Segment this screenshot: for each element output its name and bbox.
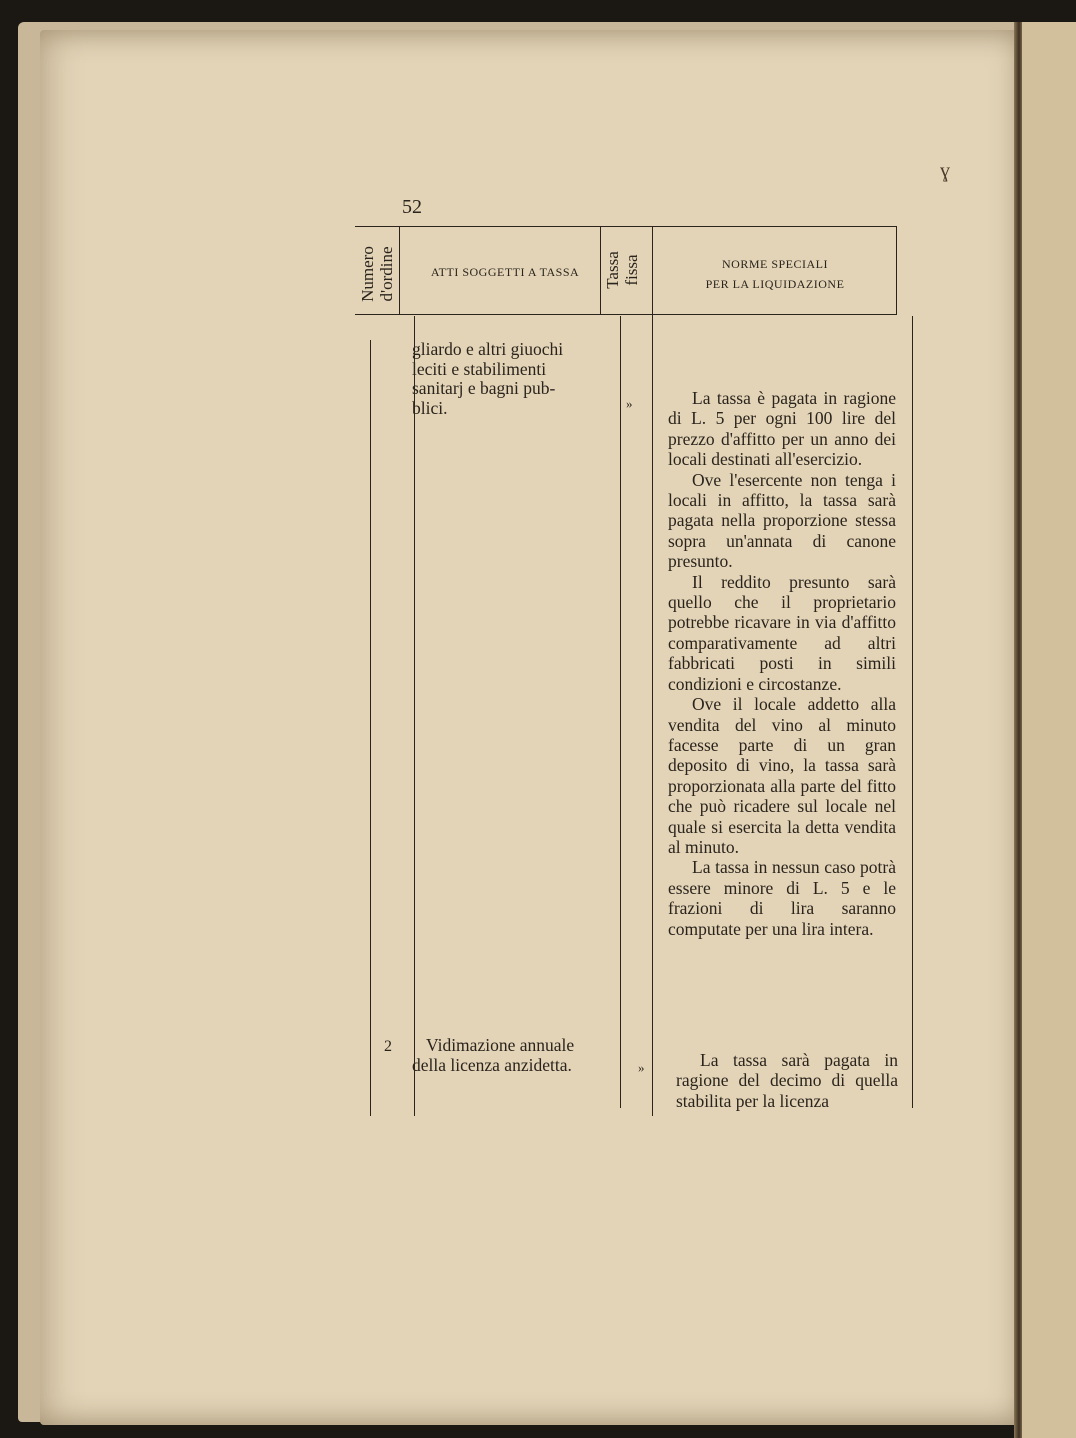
right-border-rule	[896, 226, 897, 314]
rule-paragraph: Il reddito presunto sarà quello che il proprietario potrebbe ricavare in via d'affitto comparativamente ad altri fabbricati posti in simili condizioni e circostanze.	[668, 571, 896, 694]
facing-page	[1022, 22, 1076, 1438]
row-1-rules	[668, 388, 896, 939]
column-rule-3	[652, 226, 653, 1116]
rule-paragraph: Ove l'esercente non tenga i locali in affitto, la tassa sarà pagata nella proporzione stessa sopra un'annata di canone presunto.	[668, 469, 896, 572]
rule-paragraph: Ove il locale addetto alla vendita del vino al minuto facesse parte di un gran deposito di vino, la tassa sarà proporzionata alla parte del fitto che può ricadere sul locale nel quale si esercita la detta vendita al minuto.	[668, 694, 896, 857]
column-rule-2-body	[620, 316, 621, 1108]
rule-paragraph: La tassa è pagata in ragione di L. 5 per ogni 100 lire del prezzo d'affitto per un anno dei locali destinati all'esercizio.	[668, 388, 896, 470]
ink-speck-icon: ɣ	[940, 160, 950, 182]
row-2-rules	[676, 1050, 898, 1111]
header-number: Numero d'ordine	[358, 246, 396, 302]
row-2-act: Vidimazione annuale della licenza anzidetta.	[412, 1035, 575, 1075]
row-2-number: 2	[384, 1038, 392, 1055]
rule-paragraph: La tassa in nessun caso potrà essere minore di L. 5 e le frazioni di lira saranno computate per una lira intera.	[668, 857, 896, 939]
rule-paragraph: La tassa sarà pagata in ragione del decimo di quella stabilita per la licenza	[676, 1050, 898, 1111]
row-1-tax: »	[626, 396, 633, 411]
page-number: 52	[402, 196, 422, 218]
table-top-rule	[355, 226, 897, 227]
header-rules: NORME SPECIALI PER LA LIQUIDAZIONE	[705, 257, 845, 291]
row-1-act: gliardo e altri giuochi leciti e stabilimenti sanitarj e bagni pub- blici.	[412, 339, 564, 418]
column-rule-1	[399, 226, 400, 314]
header-tax: Tassa fissa	[603, 251, 641, 289]
right-border-rule-body	[912, 316, 913, 1108]
column-rule-2	[600, 226, 601, 314]
left-border-rule	[370, 340, 371, 1116]
header-acts: ATTI SOGGETTI A TASSA	[430, 265, 580, 279]
column-rule-1-body	[414, 316, 415, 1116]
header-bottom-rule	[355, 314, 897, 315]
row-2-tax: »	[638, 1060, 645, 1075]
